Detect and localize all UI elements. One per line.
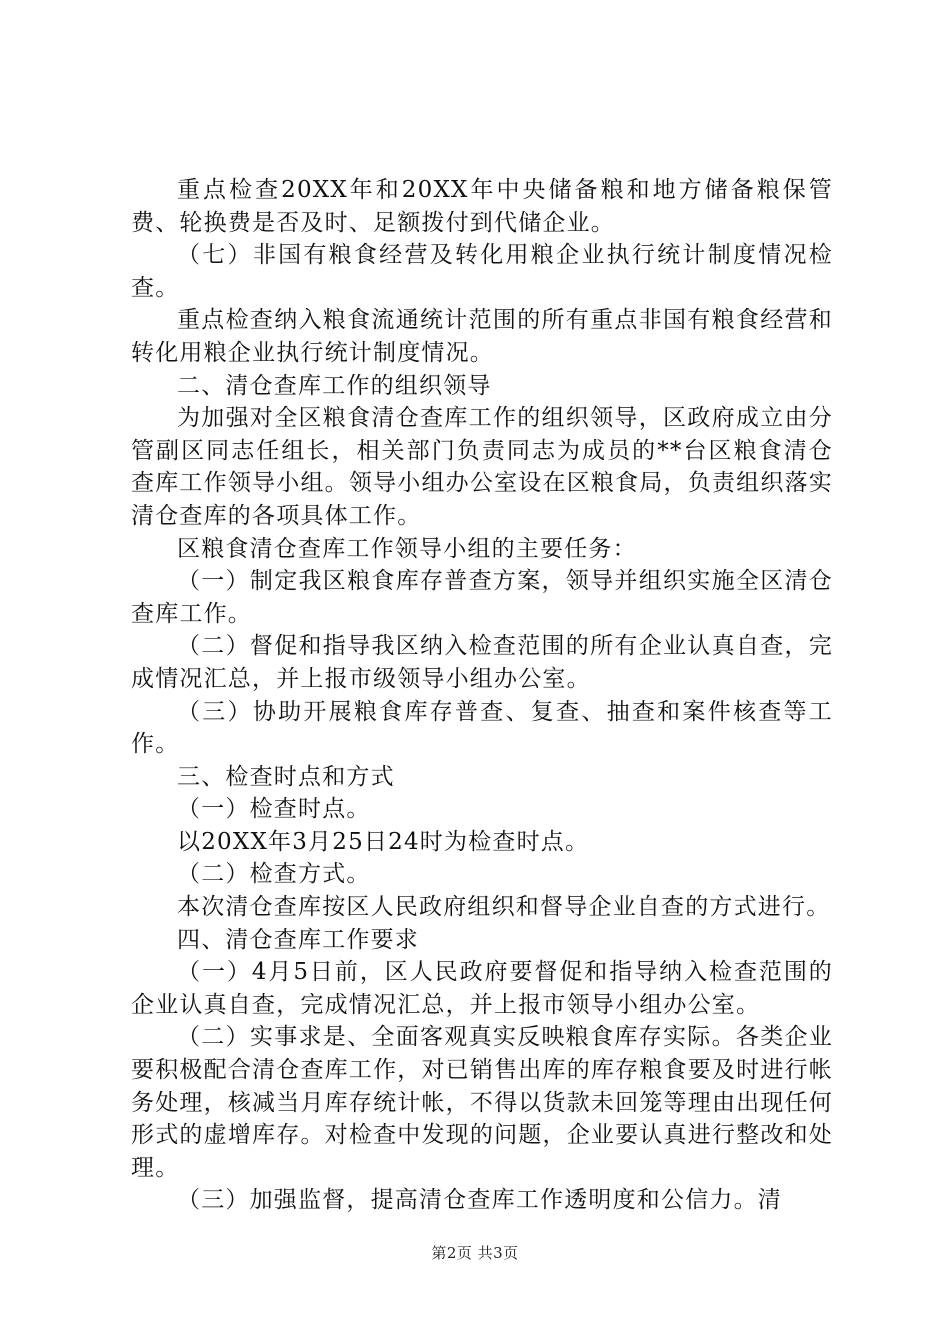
section-heading-4: 四、清仓查库工作要求 — [177, 926, 419, 953]
paragraph-8: （二）督促和指导我区纳入检查范围的所有企业认真自查，完成情况汇总，并上报市级领导小组办公室。 — [131, 633, 833, 692]
paragraph-5: 为加强对全区粮食清仓查库工作的组织领导，区政府成立由分管副区同志任组长，相关部门负责同志为成员的**台区粮食清仓查库工作领导小组。领导小组办公室设在区粮食局，负责组织落实清仓查库的各项具体工作。 — [131, 405, 833, 529]
paragraph-13: （二）检查方式。 — [177, 861, 371, 888]
paragraph-1: 重点检查20XX年和20XX年中央储备粮和地方储备粮保管费、轮换费是否及时、足额拨付到代储企业。 — [131, 177, 833, 236]
paragraph-17: （二）实事求是、全面客观真实反映粮食库存实际。各类企业要积极配合清仓查库工作，对已销售出库的库存粮食要及时进行帐务处理，核减当月库存统计帐，不得以货款未回笼等理由出现任何形式的虚增库存。对检查中发现的问题，企业要认真进行整改和处理。 — [131, 1024, 833, 1181]
paragraph-3: 重点检查纳入粮食流通统计范围的所有重点非国有粮食经营和转化用粮企业执行统计制度情况。 — [131, 307, 833, 366]
paragraph-7: （一）制定我区粮食库存普查方案，领导并组织实施全区清仓查库工作。 — [131, 568, 833, 627]
paragraph-11: （一）检查时点。 — [177, 796, 371, 823]
paragraph-12: 以20XX年3月25日24时为检查时点。 — [177, 828, 590, 855]
paragraph-2: （七）非国有粮食经营及转化用粮企业执行统计制度情况检查。 — [131, 242, 833, 301]
paragraph-16: （一）4月5日前，区人民政府要督促和指导纳入检查范围的企业认真自查，完成情况汇总，并上报市领导小组办公室。 — [131, 959, 833, 1018]
paragraph-6: 区粮食清仓查库工作领导小组的主要任务： — [177, 535, 637, 562]
section-heading-2: 二、清仓查库工作的组织领导 — [177, 372, 492, 399]
paragraph-14: 本次清仓查库按区人民政府组织和督导企业自查的方式进行。 — [177, 894, 831, 921]
paragraph-18: （三）加强监督，提高清仓查库工作透明度和公信力。清 — [177, 1187, 782, 1214]
document-body — [131, 174, 833, 1217]
paragraph-9: （三）协助开展粮食库存普查、复查、抽查和案件核查等工作。 — [131, 698, 833, 758]
section-heading-3: 三、检查时点和方式 — [177, 763, 395, 790]
page-number-footer: 第2页 共3页 — [431, 1244, 519, 1262]
